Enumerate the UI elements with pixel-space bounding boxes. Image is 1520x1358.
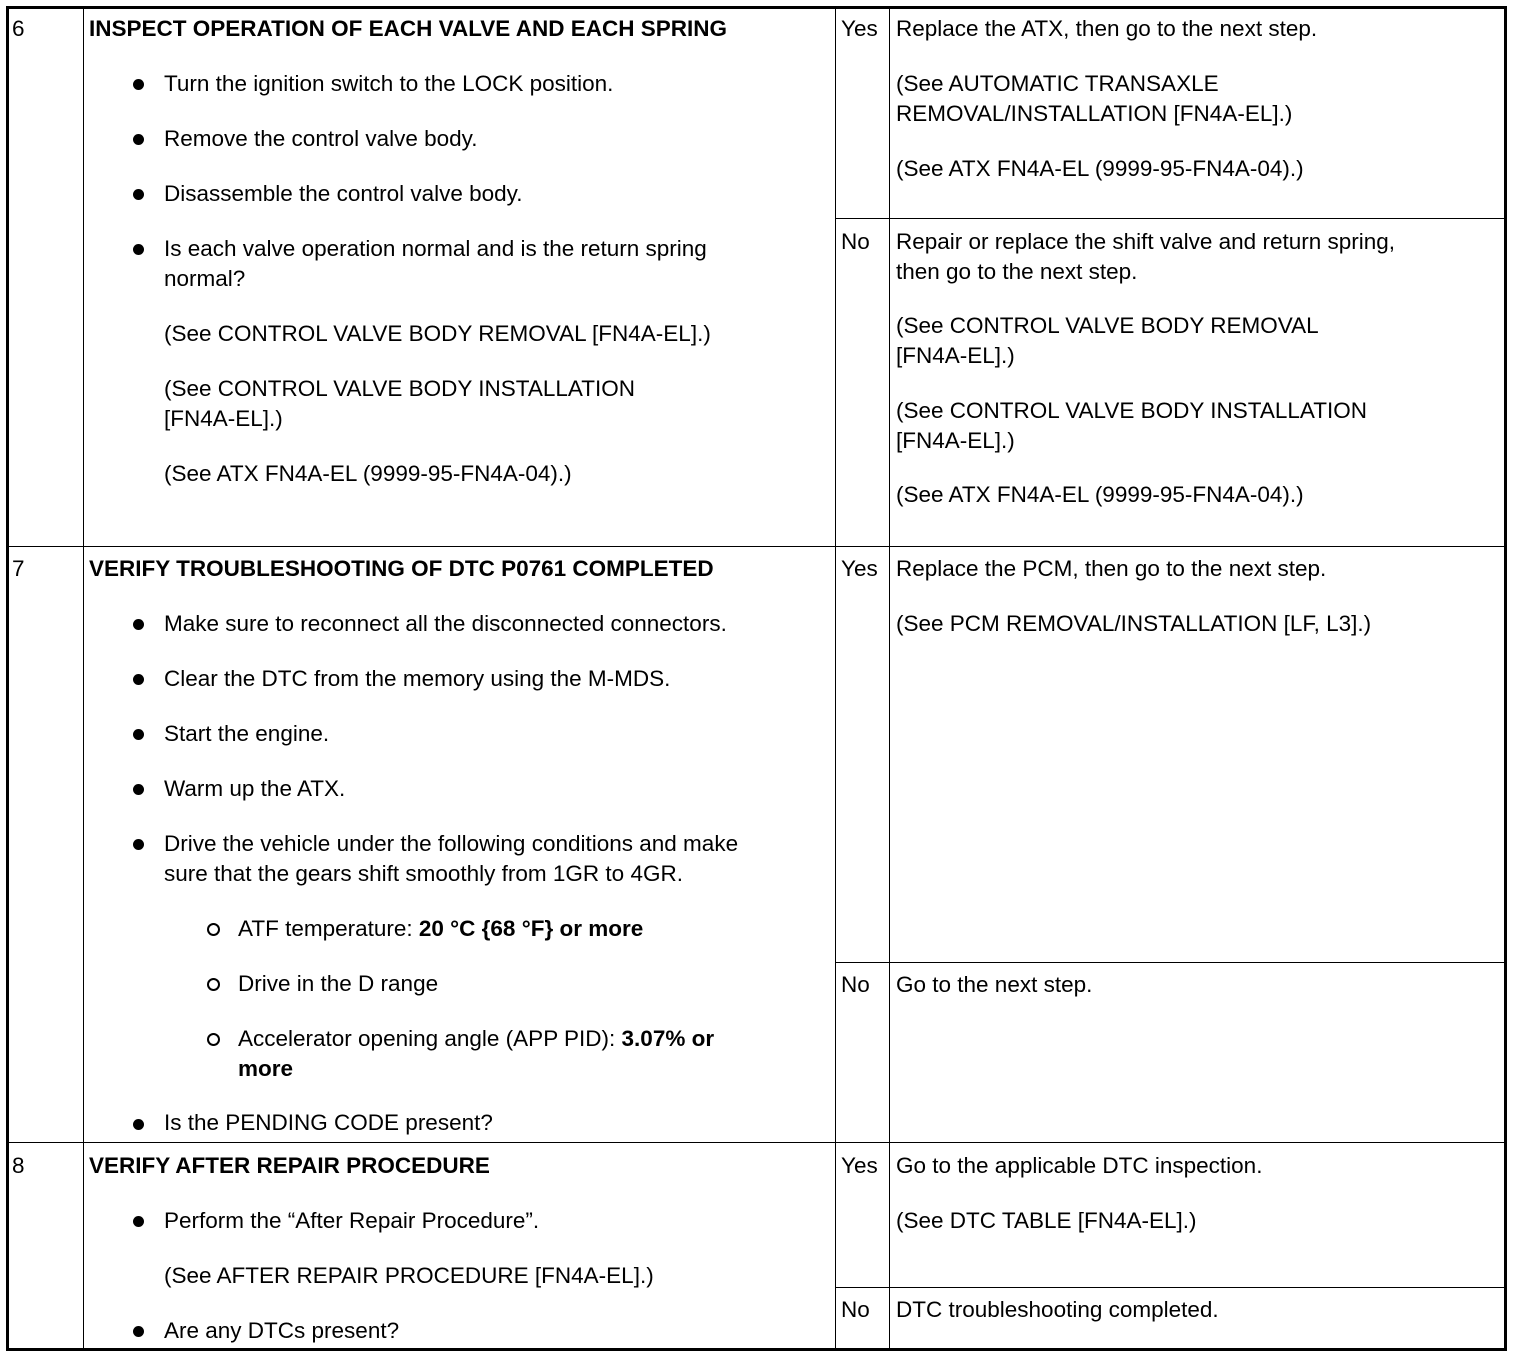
- list-item: Clear the DTC from the memory using the M-MDS.: [164, 666, 671, 691]
- bullet-icon: [133, 839, 144, 850]
- reference-link[interactable]: (See CONTROL VALVE BODY INSTALLATION: [164, 376, 635, 401]
- divider-row-7-8: [9, 1142, 1504, 1143]
- divider-step-column: [83, 9, 84, 1348]
- no-action-text-continuation: then go to the next step.: [896, 259, 1138, 284]
- list-item: Is the PENDING CODE present?: [164, 1110, 493, 1135]
- list-item: Is each valve operation normal and is the return spring: [164, 236, 707, 261]
- list-item: Perform the “After Repair Procedure”.: [164, 1208, 540, 1233]
- reference-link[interactable]: (See ATX FN4A-EL (9999-95-FN4A-04).): [896, 156, 1304, 181]
- answer-yes-label: Yes: [841, 16, 878, 41]
- bullet-icon: [133, 1119, 144, 1130]
- condition-item: [238, 1024, 714, 1054]
- step-title: VERIFY TROUBLESHOOTING OF DTC P0761 COMPLETED: [89, 556, 714, 581]
- list-item-continuation: normal?: [164, 266, 246, 291]
- yes-action-text: Go to the applicable DTC inspection.: [896, 1153, 1263, 1178]
- list-item-continuation: sure that the gears shift smoothly from 1GR to 4GR.: [164, 861, 683, 886]
- list-item: Are any DTCs present?: [164, 1318, 400, 1343]
- bullet-icon: [133, 244, 144, 255]
- reference-link[interactable]: (See CONTROL VALVE BODY REMOVAL [FN4A-EL].): [164, 321, 711, 346]
- condition-item: [238, 914, 643, 944]
- list-item: Start the engine.: [164, 721, 330, 746]
- condition-value: 3.07% or: [621, 1026, 715, 1051]
- reference-link[interactable]: (See ATX FN4A-EL (9999-95-FN4A-04).): [896, 482, 1304, 507]
- bullet-icon: [133, 134, 144, 145]
- no-action-text: DTC troubleshooting completed.: [896, 1297, 1219, 1322]
- bullet-icon: [133, 729, 144, 740]
- reference-link-continuation[interactable]: [FN4A-EL].): [164, 406, 283, 431]
- step-number: 6: [12, 16, 25, 41]
- reference-link-continuation[interactable]: [FN4A-EL].): [896, 343, 1015, 368]
- reference-link[interactable]: (See AUTOMATIC TRANSAXLE: [896, 71, 1219, 96]
- reference-link[interactable]: (See ATX FN4A-EL (9999-95-FN4A-04).): [164, 461, 572, 486]
- list-item: Make sure to reconnect all the disconnected connectors.: [164, 611, 727, 636]
- yes-action-text: Replace the PCM, then go to the next step.: [896, 556, 1327, 581]
- step-title: INSPECT OPERATION OF EACH VALVE AND EACH SPRING: [89, 16, 727, 41]
- list-item: Disassemble the control valve body.: [164, 181, 523, 206]
- divider-step6-yes-no: [835, 218, 1504, 219]
- answer-no-label: No: [841, 972, 870, 997]
- bullet-icon: [133, 189, 144, 200]
- divider-answer-column: [889, 9, 890, 1348]
- reference-link-continuation[interactable]: REMOVAL/INSTALLATION [FN4A-EL].): [896, 101, 1293, 126]
- reference-link-continuation[interactable]: [FN4A-EL].): [896, 428, 1015, 453]
- answer-no-label: No: [841, 229, 870, 254]
- sub-bullet-icon: [207, 923, 220, 936]
- list-item: Turn the ignition switch to the LOCK position.: [164, 71, 614, 96]
- step-number: 8: [12, 1153, 25, 1178]
- answer-no-label: No: [841, 1297, 870, 1322]
- bullet-icon: [133, 79, 144, 90]
- condition-label: Accelerator opening angle (APP PID):: [238, 1026, 622, 1051]
- divider-step8-yes-no: [835, 1287, 1504, 1288]
- step-title: VERIFY AFTER REPAIR PROCEDURE: [89, 1153, 490, 1178]
- divider-row-6-7: [9, 546, 1504, 547]
- bullet-icon: [133, 784, 144, 795]
- reference-link[interactable]: (See AFTER REPAIR PROCEDURE [FN4A-EL].): [164, 1263, 654, 1288]
- condition-label: ATF temperature:: [238, 916, 419, 941]
- sub-bullet-icon: [207, 978, 220, 991]
- list-item: Drive the vehicle under the following conditions and make: [164, 831, 739, 856]
- list-item: Warm up the ATX.: [164, 776, 346, 801]
- answer-yes-label: Yes: [841, 1153, 878, 1178]
- condition-value-continuation: more: [238, 1056, 294, 1081]
- divider-step7-yes-no: [835, 962, 1504, 963]
- condition-value: 20 °C {68 °F} or more: [418, 916, 644, 941]
- yes-action-text: Replace the ATX, then go to the next step.: [896, 16, 1318, 41]
- list-item: Remove the control valve body.: [164, 126, 478, 151]
- reference-link[interactable]: (See PCM REMOVAL/INSTALLATION [LF, L3].): [896, 611, 1372, 636]
- divider-action-column: [835, 9, 836, 1348]
- condition-item: Drive in the D range: [238, 971, 439, 996]
- bullet-icon: [133, 1216, 144, 1227]
- bullet-icon: [133, 619, 144, 630]
- reference-link[interactable]: (See CONTROL VALVE BODY REMOVAL: [896, 313, 1319, 338]
- sub-bullet-icon: [207, 1033, 220, 1046]
- answer-yes-label: Yes: [841, 556, 878, 581]
- bullet-icon: [133, 674, 144, 685]
- step-number: 7: [12, 556, 25, 581]
- no-action-text: Go to the next step.: [896, 972, 1093, 997]
- no-action-text: Repair or replace the shift valve and return spring,: [896, 229, 1396, 254]
- bullet-icon: [133, 1326, 144, 1337]
- reference-link[interactable]: (See DTC TABLE [FN4A-EL].): [896, 1208, 1197, 1233]
- reference-link[interactable]: (See CONTROL VALVE BODY INSTALLATION: [896, 398, 1367, 423]
